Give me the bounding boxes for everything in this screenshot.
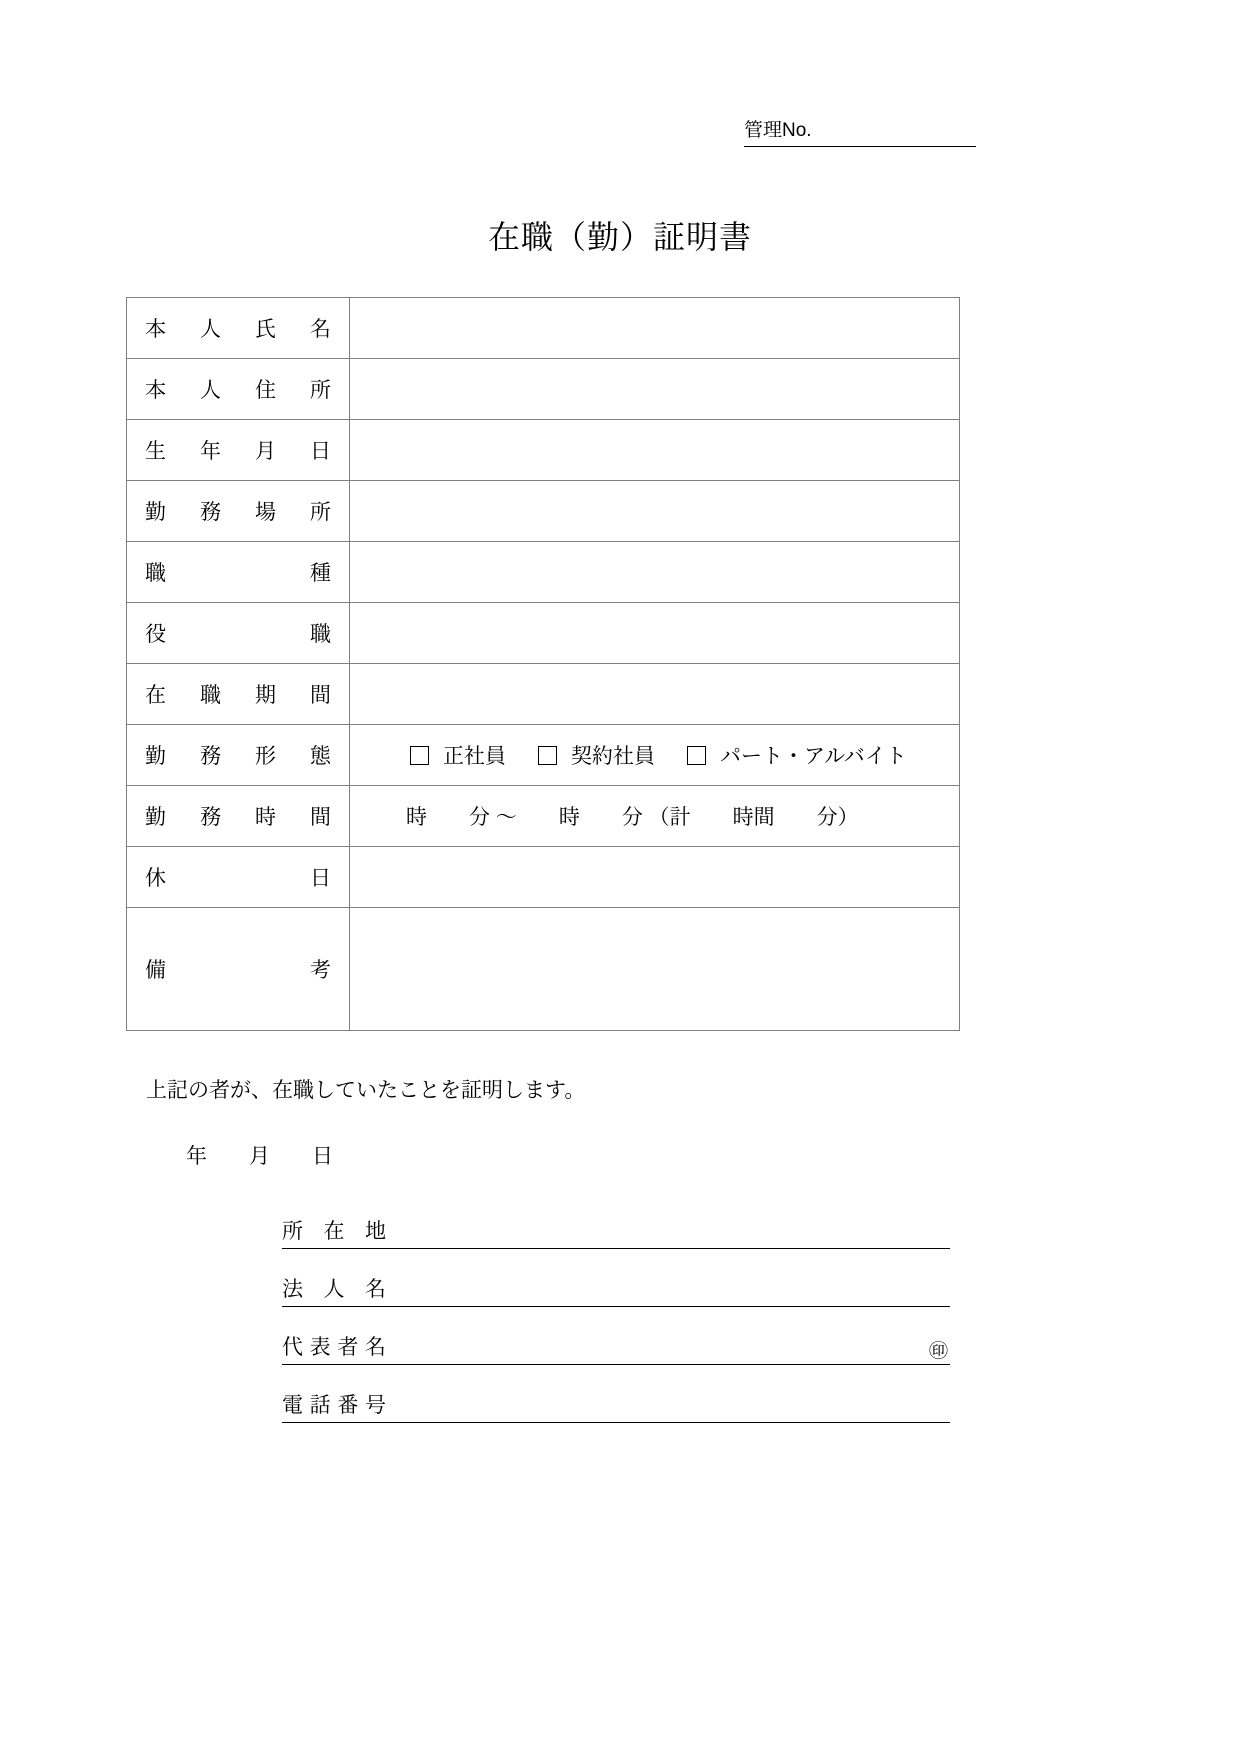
label-char: 住: [255, 379, 276, 402]
label-char: 月: [255, 440, 276, 463]
row-label-text: [145, 740, 331, 770]
label-char: 期: [255, 684, 276, 707]
seal-icon: ㊞: [928, 1341, 948, 1362]
row-label-text: [145, 801, 331, 831]
row-label-text: [145, 679, 331, 709]
admin-no-label: 管理No.: [744, 118, 812, 147]
label-char: 職: [310, 623, 331, 646]
row-value-休日[interactable]: [350, 847, 960, 908]
row-value-備考[interactable]: [350, 908, 960, 1031]
row-value-職種[interactable]: [350, 542, 960, 603]
row-value-text: [360, 621, 949, 645]
employment-type-options: [360, 740, 949, 770]
employment-type-option[interactable]: [538, 740, 655, 770]
row-value-text: [360, 316, 949, 340]
label-char: 名: [364, 1336, 386, 1359]
label-char: 形: [255, 745, 276, 768]
signature-label: [282, 1276, 386, 1306]
row-label-text: [145, 374, 331, 404]
label-char: 休: [145, 867, 166, 890]
label-char: 務: [200, 501, 221, 524]
label-char: 日: [310, 867, 331, 890]
work-hours-text: 時 分 ～ 時 分 （計 時間 分）: [406, 806, 859, 829]
table-row: [127, 298, 960, 359]
signature-block: [282, 1208, 950, 1440]
label-char: 場: [255, 501, 276, 524]
label-char: 職: [145, 562, 166, 585]
checkbox-icon[interactable]: [410, 746, 429, 765]
employment-type-option[interactable]: [687, 740, 907, 770]
row-label-休日: [127, 847, 350, 908]
row-label-生年月日: [127, 420, 350, 481]
signature-row-所在地[interactable]: [282, 1208, 950, 1249]
checkbox-icon[interactable]: [687, 746, 706, 765]
label-char: 時: [255, 806, 276, 829]
table-row: [127, 359, 960, 420]
row-value-text: [360, 682, 949, 706]
signature-row-代表者名[interactable]: [282, 1324, 950, 1365]
label-char: 在: [145, 684, 166, 707]
row-label-本人氏名: [127, 298, 350, 359]
label-char: 表: [309, 1336, 331, 1359]
row-label-text: [145, 954, 331, 984]
label-char: 職: [200, 684, 221, 707]
label-char: 備: [145, 959, 166, 982]
label-char: 務: [200, 806, 221, 829]
row-value-役職[interactable]: [350, 603, 960, 664]
employment-info-table: [126, 297, 960, 1031]
certification-statement: 上記の者が、在職していたことを証明します。: [146, 1079, 586, 1102]
row-value-text: [360, 865, 949, 889]
signature-label: [282, 1334, 386, 1364]
label-char: 種: [310, 562, 331, 585]
table-row: [127, 786, 960, 847]
label-char: 役: [145, 623, 166, 646]
label-char: 所: [310, 379, 331, 402]
label-char: 名: [365, 1278, 386, 1301]
label-char: 間: [310, 684, 331, 707]
admin-no-field: [744, 118, 976, 147]
row-label-text: [145, 557, 331, 587]
label-char: 勤: [145, 745, 166, 768]
table-row: [127, 542, 960, 603]
label-char: 氏: [255, 318, 276, 341]
label-char: 人: [323, 1278, 345, 1301]
label-char: 態: [310, 745, 331, 768]
employment-type-option[interactable]: [410, 740, 506, 770]
label-char: 人: [200, 318, 221, 341]
table-row: [127, 847, 960, 908]
label-char: 所: [310, 501, 331, 524]
label-char: 者: [337, 1336, 359, 1359]
row-value-text: [360, 957, 949, 981]
label-char: 電: [282, 1394, 303, 1417]
row-label-勤務時間: [127, 786, 350, 847]
employment-type-label: 契約社員: [571, 745, 655, 768]
row-value-生年月日[interactable]: [350, 420, 960, 481]
admin-no-input-line[interactable]: [812, 120, 976, 147]
label-char: 務: [200, 745, 221, 768]
checkbox-icon[interactable]: [538, 746, 557, 765]
label-char: 番: [337, 1394, 359, 1417]
page-title: 在職（勤）証明書: [487, 219, 752, 255]
label-char: 考: [310, 959, 331, 982]
row-label-text: [145, 435, 331, 465]
row-label-text: [145, 496, 331, 526]
row-label-text: [145, 313, 331, 343]
row-value-勤務場所[interactable]: [350, 481, 960, 542]
table-row: [127, 481, 960, 542]
row-value-text: [360, 499, 949, 523]
label-char: 日: [310, 440, 331, 463]
row-label-備考: [127, 908, 350, 1031]
row-label-勤務形態: [127, 725, 350, 786]
label-char: 代: [282, 1336, 303, 1359]
label-char: 間: [310, 806, 331, 829]
employment-type-label: 正社員: [443, 745, 506, 768]
label-char: 所: [282, 1220, 303, 1243]
label-char: 話: [309, 1394, 331, 1417]
table-row: [127, 664, 960, 725]
label-char: 勤: [145, 501, 166, 524]
row-value-勤務時間[interactable]: [350, 786, 960, 847]
label-char: 生: [145, 440, 166, 463]
signature-label: [282, 1218, 386, 1248]
table-row: [127, 725, 960, 786]
label-char: 本: [145, 318, 166, 341]
row-value-text: [360, 560, 949, 584]
label-char: 年: [200, 440, 221, 463]
label-char: 地: [365, 1220, 386, 1243]
label-char: 在: [323, 1220, 345, 1243]
date-line: 年 月 日: [186, 1145, 333, 1168]
label-char: 勤: [145, 806, 166, 829]
row-value-本人住所[interactable]: [350, 359, 960, 420]
row-value-text: [360, 377, 949, 401]
label-char: 号: [364, 1394, 386, 1417]
table-row: [127, 420, 960, 481]
label-char: 名: [310, 318, 331, 341]
label-char: 法: [282, 1278, 303, 1301]
row-value-text: [360, 438, 949, 462]
table-row: [127, 603, 960, 664]
row-label-職種: [127, 542, 350, 603]
label-char: 本: [145, 379, 166, 402]
employment-type-label: パート・アルバイト: [720, 745, 907, 768]
row-label-在職期間: [127, 664, 350, 725]
row-value-在職期間[interactable]: [350, 664, 960, 725]
signature-row-法人名[interactable]: [282, 1266, 950, 1307]
label-char: 人: [200, 379, 221, 402]
row-label-本人住所: [127, 359, 350, 420]
row-label-text: [145, 618, 331, 648]
table-body: [127, 298, 960, 1031]
signature-label: [282, 1392, 386, 1422]
row-label-text: [145, 862, 331, 892]
row-value-本人氏名[interactable]: [350, 298, 960, 359]
row-label-役職: [127, 603, 350, 664]
row-value-勤務形態[interactable]: [350, 725, 960, 786]
table-row: [127, 908, 960, 1031]
signature-row-電話番号[interactable]: [282, 1382, 950, 1423]
row-label-勤務場所: [127, 481, 350, 542]
